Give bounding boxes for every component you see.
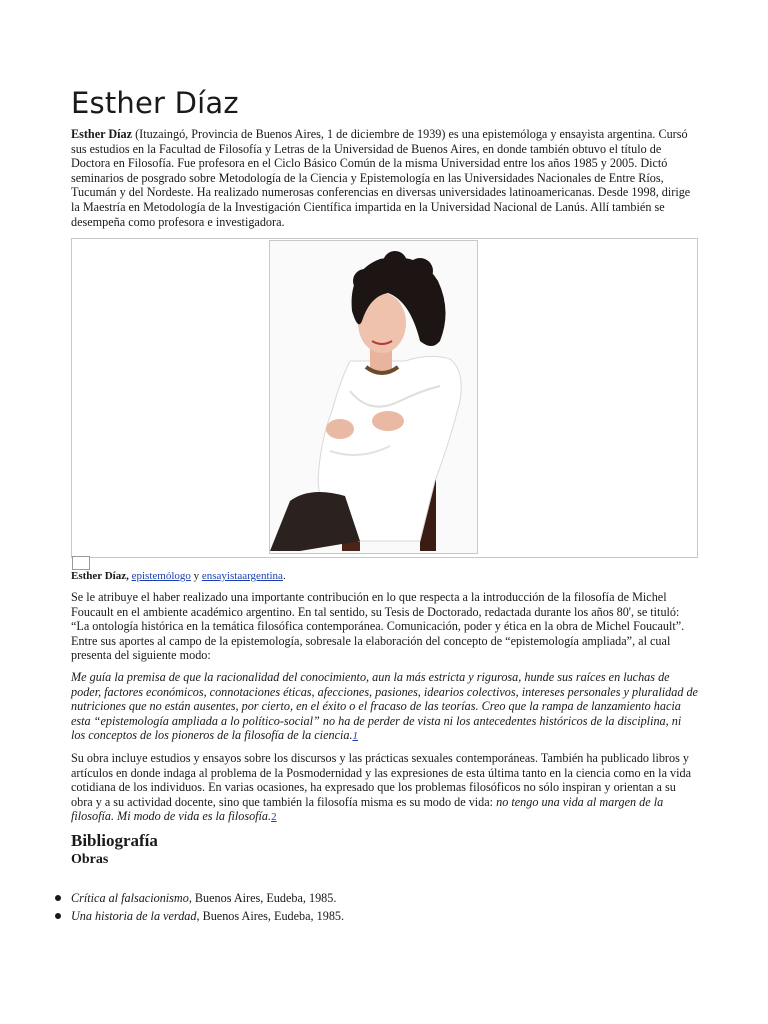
quote-text: Me guía la premisa de que la racionalidad del conocimiento, aun la más estricta y rigurosa, hunde sus raíces en luchas de poder, factores económicos, connotaciones éticas, afecciones, pasiones, idearios colectivos, intereses personales y pluralidad de nutriciones que no están ausentes, por cierto, en el éxito o el fracaso de las teorías. Creo que la rampa de lanzamiento hacia esta “epistemología ampliada a lo político-social” no ha de perder de vista ni los antecedentes históricos de la disciplina, ni los conceptos de los pioneros de la filosofía de la ciencia.: [71, 670, 698, 743]
bibliography-heading: Bibliografía: [71, 831, 158, 850]
work-details: , Buenos Aires, Eudeba, 1985.: [188, 891, 337, 905]
caption-name: Esther Díaz,: [71, 570, 129, 582]
work-title: Una historia de la verdad: [71, 909, 197, 923]
subject-name: Esther Díaz: [71, 127, 133, 141]
portrait-illustration: [270, 241, 477, 553]
foucault-paragraph: Se le atribuye el haber realizado una importante contribución en lo que respecta a la introducción de la filosofía de Michel Foucault en el ambiente académico argentino. En tal sentido, su Tesis de Doctorado, redactada durante los años 80', se tituló: “La ontología histórica en la temática filosófica contemporánea. Comunicación, poder y ética en la obra de Michel Foucault”. Entre sus aportes al campo de la epistemología, sobresale la elaboración del concepto de “epistemología ampliada”, al cual presenta del siguiente modo:: [71, 590, 685, 663]
works-heading: Obras: [71, 852, 109, 867]
caption-end: .: [282, 570, 286, 582]
quote-paragraph: [71, 670, 698, 744]
reference-link-2[interactable]: 2: [271, 811, 277, 824]
reference-link-1[interactable]: 1: [352, 730, 359, 743]
work-details: , Buenos Aires, Eudeba, 1985.: [196, 909, 345, 923]
work-title: Crítica al falsacionismo: [71, 891, 189, 905]
intro-text: (Ituzaingó, Provincia de Buenos Aires, 1 de diciembre de 1939) es una epistemóloga y ensayista argentina. Cursó sus estudios en la Facultad de Filosofía y Letras de la Universidad de Buenos Aires, en donde también obtuvo el título de Doctora en Filosofía. Fue profesora en el Ciclo Básico Común de la misma Universidad entre los años 1985 y 2005. Dictó seminarios de posgrado sobre Metodología de la Ciencia y Epistemología en las Universidades Nacionales de Entre Ríos, Tucumán y del Nordeste. Ha realizado numerosas conferencias en diversas universidades latinoamericanas. Desde 1998, dirige la Maestría en Metodología de la Investigación Científica impartida en la Universidad Nacional de Lanús. Allí también se desempeña como profesora e investigadora.: [71, 127, 691, 229]
link-epistemologo[interactable]: epistemólogo: [131, 570, 191, 582]
works-list: [47, 889, 344, 925]
bullet-icon: [55, 895, 61, 901]
list-item: [71, 907, 344, 925]
image-placeholder-icon: [72, 556, 90, 570]
caption-and: y: [190, 570, 202, 582]
page-title: Esther Díaz: [71, 86, 239, 120]
intro-paragraph: [71, 127, 698, 229]
list-item: [71, 889, 344, 907]
work-quote: no tengo una vida al margen de la filosofía. Mi modo de vida es la filosofía.: [71, 794, 664, 824]
portrait-photo: [269, 240, 478, 554]
bullet-icon: [55, 913, 61, 919]
work-text: Su obra incluye estudios y ensayos sobre los discursos y las prácticas sexuales contemporáneas. También ha publicado libros y artículos en donde indaga al problema de la Posmodernidad y las expresiones de esta última tanto en la ciencia como en la vida cotidiana de los individuos. En varias ocasiones, ha expresado que los problemas filosóficos no sólo inspiran y orientan a su obra y a su actividad docente, sino que también la filosofía misma es su modo de vida:: [71, 751, 692, 809]
figure-caption: [71, 569, 286, 584]
link-ensayista-argentina[interactable]: ensayistaargentina: [201, 570, 283, 582]
work-paragraph: [71, 751, 698, 825]
